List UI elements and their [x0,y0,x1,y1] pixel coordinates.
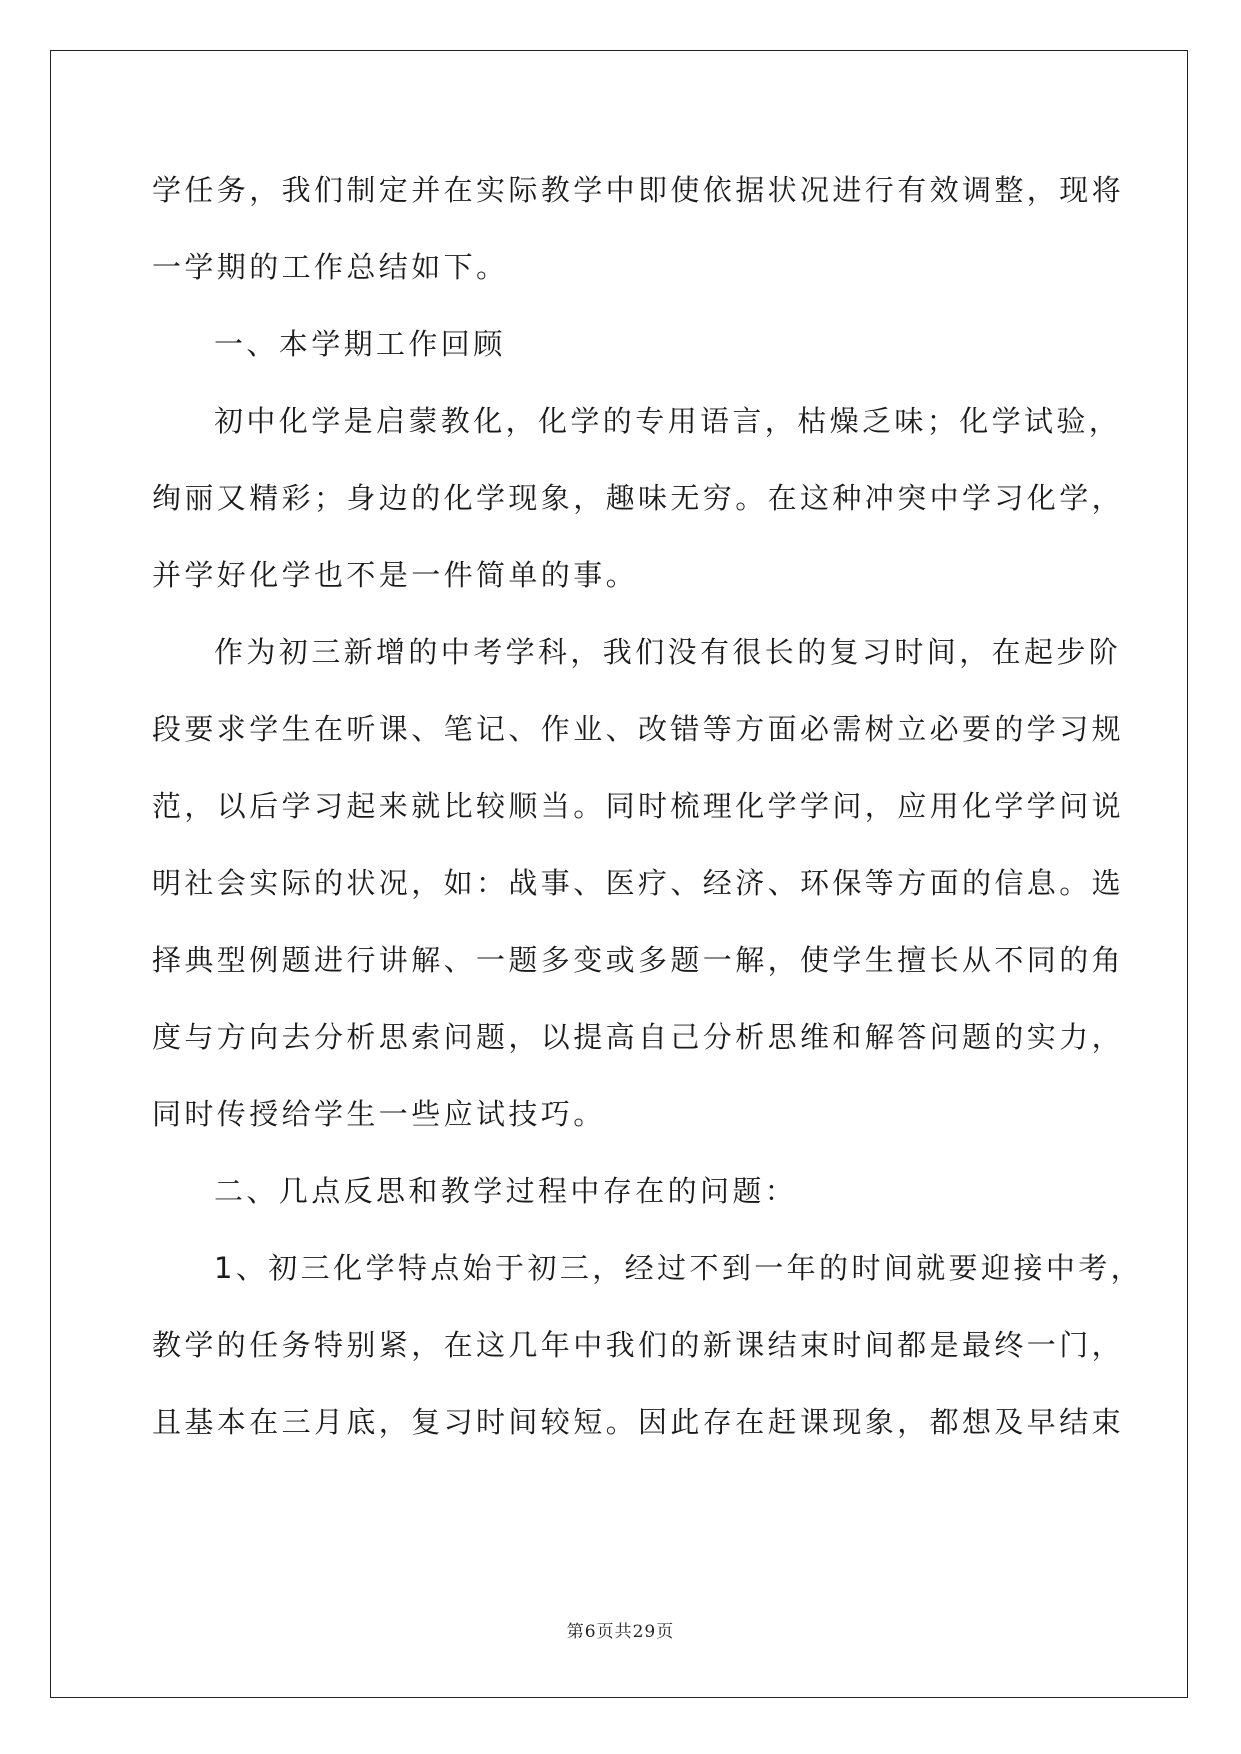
document-body [152,152,1144,1461]
text-line: 学任务，我们制定并在实际教学中即使依据状况进行有效调整，现将 [152,173,1125,207]
text-line: 初中化学是启蒙教化，化学的专用语言，枯燥乏味；化学试验， [214,404,1122,438]
text-line: 范，以后学习起来就比较顺当。同时梳理化学学问，应用化学学问说 [152,789,1125,823]
page-label: 第 [566,1622,585,1642]
text-line: 作为初三新增的中考学科，我们没有很长的复习时间，在起步阶 [214,635,1122,669]
total-pages: 29 [632,1622,657,1642]
text-line: 段要求学生在听课、笔记、作业、改错等方面必需树立必要的学习规 [152,712,1125,746]
page-number: 6 [584,1622,597,1642]
text-line: 且基本在三月底，复习时间较短。因此存在赶课现象，都想及早结束 [152,1405,1125,1439]
text-line: 并学好化学也不是一件简单的事。 [152,558,639,592]
section-heading: 一、本学期工作回顾 [214,327,506,361]
text-line: 度与方向去分析思索问题，以提高自己分析思维和解答问题的实力， [152,1020,1125,1054]
text-line: 一学期的工作总结如下。 [152,250,509,284]
total-label: 共 [614,1622,633,1642]
text-line: 择典型例题进行讲解、一题多变或多题一解，使学生擅长从不同的角 [152,943,1125,977]
text-line: 教学的任务特别紧，在这几年中我们的新课结束时间都是最终一门， [152,1328,1125,1362]
text-line: 1、初三化学特点始于初三，经过不到一年的时间就要迎接中考， [214,1251,1144,1285]
total-unit: 页 [656,1622,675,1642]
text-line: 绚丽又精彩；身边的化学现象，趣味无穷。在这种冲突中学习化学， [152,481,1125,515]
text-line: 明社会实际的状况，如：战事、医疗、经济、环保等方面的信息。选 [152,866,1125,900]
section-heading: 二、几点反思和教学过程中存在的问题： [214,1174,798,1208]
text-line: 同时传授给学生一些应试技巧。 [152,1097,606,1131]
page-unit: 页 [596,1622,615,1642]
page-footer [0,1617,1241,1642]
